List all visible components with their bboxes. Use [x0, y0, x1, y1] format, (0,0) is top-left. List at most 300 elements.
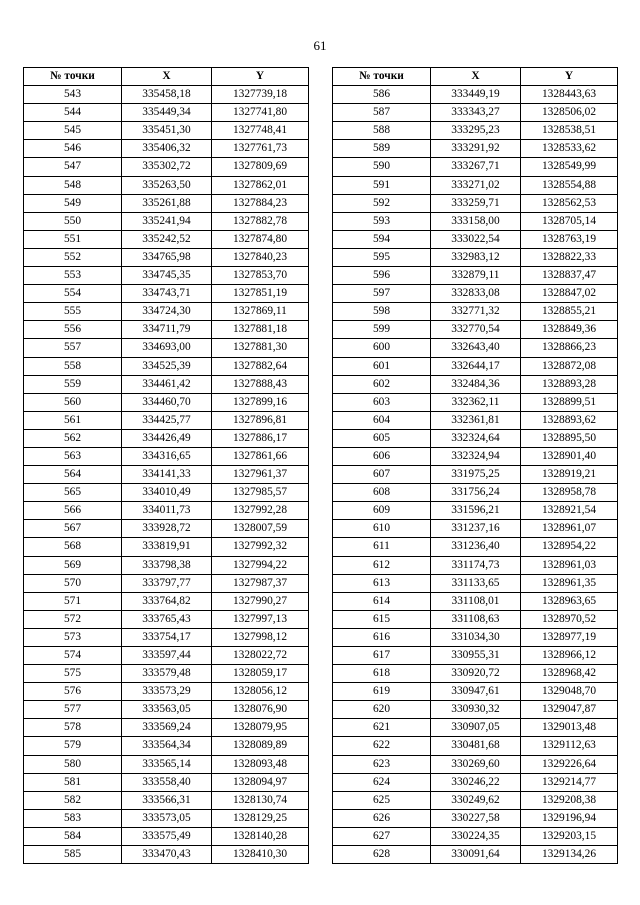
y-coordinate-cell: 1328007,59: [212, 520, 309, 538]
y-coordinate-cell: 1329196,94: [521, 809, 618, 827]
y-coordinate-cell: 1328847,02: [521, 285, 618, 303]
y-coordinate-cell: 1328549,99: [521, 158, 618, 176]
point-number-cell: 598: [333, 303, 431, 321]
point-number-cell: 545: [24, 122, 122, 140]
y-coordinate-cell: 1328958,78: [521, 484, 618, 502]
point-number-cell: 548: [24, 176, 122, 194]
x-coordinate-cell: 333764,82: [122, 592, 212, 610]
table-row: [333, 248, 618, 266]
table-row: [24, 719, 309, 737]
point-number-cell: 547: [24, 158, 122, 176]
point-number-cell: 555: [24, 303, 122, 321]
x-coordinate-cell: 335241,94: [122, 212, 212, 230]
point-number-cell: 605: [333, 429, 431, 447]
point-number-cell: 587: [333, 104, 431, 122]
point-number-cell: 620: [333, 701, 431, 719]
x-coordinate-cell: 334010,49: [122, 484, 212, 502]
y-coordinate-cell: 1327761,73: [212, 140, 309, 158]
point-number-cell: 595: [333, 248, 431, 266]
point-number-cell: 557: [24, 339, 122, 357]
table-row: [24, 375, 309, 393]
point-number-cell: 591: [333, 176, 431, 194]
point-number-cell: 581: [24, 773, 122, 791]
y-coordinate-cell: 1328538,51: [521, 122, 618, 140]
table-row: [24, 592, 309, 610]
x-coordinate-cell: 335451,30: [122, 122, 212, 140]
table-row: [24, 846, 309, 864]
x-coordinate-cell: 333928,72: [122, 520, 212, 538]
x-coordinate-cell: 333271,02: [431, 176, 521, 194]
table-row: [24, 339, 309, 357]
y-coordinate-cell: 1327899,16: [212, 393, 309, 411]
table-row: [24, 574, 309, 592]
point-number-cell: 621: [333, 719, 431, 737]
y-coordinate-cell: 1327998,12: [212, 628, 309, 646]
y-coordinate-cell: 1328921,54: [521, 502, 618, 520]
x-coordinate-cell: 331237,16: [431, 520, 521, 538]
y-coordinate-cell: 1327985,57: [212, 484, 309, 502]
y-coordinate-cell: 1327881,30: [212, 339, 309, 357]
point-number-cell: 588: [333, 122, 431, 140]
x-coordinate-cell: 330269,60: [431, 755, 521, 773]
x-coordinate-cell: 334693,00: [122, 339, 212, 357]
x-coordinate-cell: 330920,72: [431, 665, 521, 683]
point-number-cell: 568: [24, 538, 122, 556]
point-number-cell: 571: [24, 592, 122, 610]
y-coordinate-cell: 1328129,25: [212, 809, 309, 827]
point-number-cell: 594: [333, 230, 431, 248]
x-coordinate-cell: 334461,42: [122, 375, 212, 393]
y-coordinate-cell: 1328093,48: [212, 755, 309, 773]
y-coordinate-cell: 1327861,66: [212, 447, 309, 465]
table-row: [333, 375, 618, 393]
y-coordinate-cell: 1329214,77: [521, 773, 618, 791]
x-coordinate-cell: 334765,98: [122, 248, 212, 266]
table-row: [333, 176, 618, 194]
table-row: [24, 140, 309, 158]
x-coordinate-cell: 332484,36: [431, 375, 521, 393]
table-row: [24, 737, 309, 755]
table-row: [24, 176, 309, 194]
y-coordinate-cell: 1327851,19: [212, 285, 309, 303]
x-coordinate-cell: 334316,65: [122, 447, 212, 465]
y-coordinate-cell: 1327882,64: [212, 357, 309, 375]
x-coordinate-cell: 332362,11: [431, 393, 521, 411]
table-row: [333, 339, 618, 357]
y-coordinate-cell: 1327853,70: [212, 267, 309, 285]
x-coordinate-cell: 333575,49: [122, 827, 212, 845]
y-coordinate-cell: 1328076,90: [212, 701, 309, 719]
x-coordinate-cell: 333797,77: [122, 574, 212, 592]
table-row: [333, 719, 618, 737]
table-row: [24, 647, 309, 665]
x-coordinate-cell: 334711,79: [122, 321, 212, 339]
y-coordinate-cell: 1328089,89: [212, 737, 309, 755]
table-row: [24, 122, 309, 140]
point-number-cell: 617: [333, 647, 431, 665]
y-coordinate-cell: 1329226,64: [521, 755, 618, 773]
y-coordinate-cell: 1328919,21: [521, 466, 618, 484]
y-coordinate-cell: 1328961,07: [521, 520, 618, 538]
table-row: [333, 466, 618, 484]
x-coordinate-cell: 332324,64: [431, 429, 521, 447]
point-number-cell: 582: [24, 791, 122, 809]
y-coordinate-cell: 1327992,32: [212, 538, 309, 556]
point-number-cell: 549: [24, 194, 122, 212]
point-number-cell: 613: [333, 574, 431, 592]
y-coordinate-cell: 1328822,33: [521, 248, 618, 266]
table-row: [333, 809, 618, 827]
y-coordinate-cell: 1327741,80: [212, 104, 309, 122]
point-number-cell: 604: [333, 411, 431, 429]
table-row: [24, 683, 309, 701]
point-number-cell: 561: [24, 411, 122, 429]
x-coordinate-cell: 334743,71: [122, 285, 212, 303]
table-row: [24, 411, 309, 429]
x-coordinate-cell: 330227,58: [431, 809, 521, 827]
table-row: [333, 755, 618, 773]
y-coordinate-cell: 1328056,12: [212, 683, 309, 701]
y-coordinate-cell: 1327990,27: [212, 592, 309, 610]
table-row: [333, 393, 618, 411]
table-row: [333, 230, 618, 248]
point-number-cell: 543: [24, 86, 122, 104]
y-coordinate-cell: 1329048,70: [521, 683, 618, 701]
x-coordinate-cell: 331174,73: [431, 556, 521, 574]
x-coordinate-cell: 334011,73: [122, 502, 212, 520]
y-coordinate-cell: 1328130,74: [212, 791, 309, 809]
table-row: [333, 502, 618, 520]
x-coordinate-cell: 331108,63: [431, 610, 521, 628]
table-row: [24, 610, 309, 628]
table-row: [333, 357, 618, 375]
point-number-header: № точки: [24, 68, 122, 86]
point-number-cell: 627: [333, 827, 431, 845]
y-header: Y: [212, 68, 309, 86]
x-coordinate-cell: 331596,21: [431, 502, 521, 520]
table-row: [24, 321, 309, 339]
x-coordinate-cell: 335458,18: [122, 86, 212, 104]
point-number-cell: 580: [24, 755, 122, 773]
point-number-cell: 616: [333, 628, 431, 646]
table-row: [24, 628, 309, 646]
table-row: [333, 429, 618, 447]
table-row: [333, 212, 618, 230]
point-number-cell: 553: [24, 267, 122, 285]
table-row: [24, 466, 309, 484]
y-coordinate-cell: 1327997,13: [212, 610, 309, 628]
y-coordinate-cell: 1328977,19: [521, 628, 618, 646]
x-coordinate-cell: 333569,24: [122, 719, 212, 737]
y-coordinate-cell: 1327874,80: [212, 230, 309, 248]
y-coordinate-cell: 1328966,12: [521, 647, 618, 665]
point-number-cell: 601: [333, 357, 431, 375]
x-coordinate-cell: 332324,94: [431, 447, 521, 465]
y-coordinate-cell: 1328899,51: [521, 393, 618, 411]
table-row: [24, 267, 309, 285]
x-coordinate-cell: 335302,72: [122, 158, 212, 176]
point-number-cell: 559: [24, 375, 122, 393]
table-row: [333, 773, 618, 791]
table-header-row: [24, 68, 309, 86]
x-coordinate-cell: 332361,81: [431, 411, 521, 429]
y-coordinate-cell: 1328961,35: [521, 574, 618, 592]
y-coordinate-cell: 1329203,15: [521, 827, 618, 845]
point-number-cell: 583: [24, 809, 122, 827]
point-number-cell: 574: [24, 647, 122, 665]
point-number-cell: 622: [333, 737, 431, 755]
point-number-cell: 606: [333, 447, 431, 465]
point-number-cell: 569: [24, 556, 122, 574]
y-coordinate-cell: 1328866,23: [521, 339, 618, 357]
x-coordinate-cell: 331236,40: [431, 538, 521, 556]
point-number-cell: 592: [333, 194, 431, 212]
table-row: [333, 158, 618, 176]
x-header: X: [431, 68, 521, 86]
y-coordinate-cell: 1328140,28: [212, 827, 309, 845]
table-row: [333, 447, 618, 465]
y-coordinate-cell: 1328079,95: [212, 719, 309, 737]
y-coordinate-cell: 1328954,22: [521, 538, 618, 556]
point-number-cell: 623: [333, 755, 431, 773]
x-coordinate-cell: 334745,35: [122, 267, 212, 285]
y-coordinate-cell: 1328022,72: [212, 647, 309, 665]
point-number-cell: 551: [24, 230, 122, 248]
point-number-cell: 619: [333, 683, 431, 701]
y-coordinate-cell: 1328968,42: [521, 665, 618, 683]
y-coordinate-cell: 1327881,18: [212, 321, 309, 339]
x-coordinate-cell: 331108,01: [431, 592, 521, 610]
y-coordinate-cell: 1327739,18: [212, 86, 309, 104]
y-coordinate-cell: 1328506,02: [521, 104, 618, 122]
x-coordinate-cell: 334460,70: [122, 393, 212, 411]
table-row: [24, 303, 309, 321]
point-number-cell: 618: [333, 665, 431, 683]
table-row: [24, 104, 309, 122]
point-number-cell: 611: [333, 538, 431, 556]
point-number-cell: 573: [24, 628, 122, 646]
x-coordinate-cell: 332771,32: [431, 303, 521, 321]
table-row: [24, 393, 309, 411]
x-coordinate-cell: 332983,12: [431, 248, 521, 266]
table-row: [24, 230, 309, 248]
x-coordinate-cell: 334425,77: [122, 411, 212, 429]
table-row: [24, 248, 309, 266]
point-number-cell: 602: [333, 375, 431, 393]
x-coordinate-cell: 330249,62: [431, 791, 521, 809]
y-coordinate-cell: 1328855,21: [521, 303, 618, 321]
point-number-cell: 586: [333, 86, 431, 104]
x-coordinate-cell: 333565,14: [122, 755, 212, 773]
x-coordinate-cell: 330947,61: [431, 683, 521, 701]
table-row: [333, 411, 618, 429]
table-row: [24, 701, 309, 719]
x-coordinate-cell: 333449,19: [431, 86, 521, 104]
y-coordinate-cell: 1328410,30: [212, 846, 309, 864]
x-coordinate-cell: 334525,39: [122, 357, 212, 375]
x-coordinate-cell: 332643,40: [431, 339, 521, 357]
x-coordinate-cell: 333765,43: [122, 610, 212, 628]
table-row: [24, 520, 309, 538]
table-row: [333, 194, 618, 212]
y-coordinate-cell: 1328963,65: [521, 592, 618, 610]
point-number-cell: 566: [24, 502, 122, 520]
y-coordinate-cell: 1327748,41: [212, 122, 309, 140]
x-coordinate-cell: 331034,30: [431, 628, 521, 646]
point-number-cell: 609: [333, 502, 431, 520]
y-coordinate-cell: 1328094,97: [212, 773, 309, 791]
x-coordinate-cell: 333573,29: [122, 683, 212, 701]
point-number-cell: 625: [333, 791, 431, 809]
point-number-cell: 556: [24, 321, 122, 339]
point-number-cell: 596: [333, 267, 431, 285]
table-row: [24, 827, 309, 845]
x-coordinate-cell: 333022,54: [431, 230, 521, 248]
point-number-cell: 563: [24, 447, 122, 465]
y-coordinate-cell: 1328872,08: [521, 357, 618, 375]
table-row: [333, 737, 618, 755]
coordinates-table-right: [332, 67, 618, 864]
point-number-cell: 610: [333, 520, 431, 538]
y-coordinate-cell: 1327882,78: [212, 212, 309, 230]
point-number-cell: 565: [24, 484, 122, 502]
y-coordinate-cell: 1327987,37: [212, 574, 309, 592]
point-number-cell: 578: [24, 719, 122, 737]
point-number-cell: 628: [333, 846, 431, 864]
point-number-cell: 603: [333, 393, 431, 411]
table-row: [333, 647, 618, 665]
x-coordinate-cell: 334141,33: [122, 466, 212, 484]
table-row: [333, 538, 618, 556]
x-coordinate-cell: 332770,54: [431, 321, 521, 339]
x-coordinate-cell: 334724,30: [122, 303, 212, 321]
x-coordinate-cell: 333819,91: [122, 538, 212, 556]
x-coordinate-cell: 330224,35: [431, 827, 521, 845]
table-row: [24, 538, 309, 556]
y-coordinate-cell: 1329134,26: [521, 846, 618, 864]
x-coordinate-cell: 335406,32: [122, 140, 212, 158]
x-coordinate-cell: 330481,68: [431, 737, 521, 755]
point-number-cell: 590: [333, 158, 431, 176]
table-row: [24, 447, 309, 465]
point-number-cell: 597: [333, 285, 431, 303]
point-number-cell: 607: [333, 466, 431, 484]
table-row: [24, 502, 309, 520]
point-number-cell: 585: [24, 846, 122, 864]
table-row: [24, 194, 309, 212]
x-coordinate-cell: 335242,52: [122, 230, 212, 248]
x-coordinate-cell: 330930,32: [431, 701, 521, 719]
table-row: [24, 773, 309, 791]
x-coordinate-cell: 333798,38: [122, 556, 212, 574]
x-coordinate-cell: 331975,25: [431, 466, 521, 484]
y-header: Y: [521, 68, 618, 86]
point-number-cell: 626: [333, 809, 431, 827]
y-coordinate-cell: 1327809,69: [212, 158, 309, 176]
point-number-cell: 554: [24, 285, 122, 303]
point-number-cell: 614: [333, 592, 431, 610]
x-coordinate-cell: 332879,11: [431, 267, 521, 285]
point-number-cell: 564: [24, 466, 122, 484]
x-coordinate-cell: 335261,88: [122, 194, 212, 212]
point-number-cell: 615: [333, 610, 431, 628]
point-number-header: № точки: [333, 68, 431, 86]
table-row: [24, 158, 309, 176]
point-number-cell: 579: [24, 737, 122, 755]
table-row: [333, 791, 618, 809]
table-header-row: [333, 68, 618, 86]
table-row: [333, 683, 618, 701]
point-number-cell: 608: [333, 484, 431, 502]
table-row: [333, 267, 618, 285]
x-coordinate-cell: 335449,34: [122, 104, 212, 122]
point-number-cell: 584: [24, 827, 122, 845]
point-number-cell: 552: [24, 248, 122, 266]
point-number-cell: 612: [333, 556, 431, 574]
y-coordinate-cell: 1328837,47: [521, 267, 618, 285]
y-coordinate-cell: 1327994,22: [212, 556, 309, 574]
x-coordinate-cell: 333158,00: [431, 212, 521, 230]
table-row: [333, 104, 618, 122]
x-coordinate-cell: 333291,92: [431, 140, 521, 158]
y-coordinate-cell: 1328893,28: [521, 375, 618, 393]
table-row: [333, 484, 618, 502]
x-coordinate-cell: 333566,31: [122, 791, 212, 809]
table-row: [24, 429, 309, 447]
y-coordinate-cell: 1328895,50: [521, 429, 618, 447]
y-coordinate-cell: 1327862,01: [212, 176, 309, 194]
point-number-cell: 600: [333, 339, 431, 357]
y-coordinate-cell: 1329208,38: [521, 791, 618, 809]
y-coordinate-cell: 1328849,36: [521, 321, 618, 339]
x-header: X: [122, 68, 212, 86]
y-coordinate-cell: 1327896,81: [212, 411, 309, 429]
point-number-cell: 572: [24, 610, 122, 628]
table-row: [24, 556, 309, 574]
x-coordinate-cell: 335263,50: [122, 176, 212, 194]
table-row: [333, 122, 618, 140]
table-row: [24, 285, 309, 303]
table-row: [333, 701, 618, 719]
x-coordinate-cell: 330091,64: [431, 846, 521, 864]
x-coordinate-cell: 333579,48: [122, 665, 212, 683]
x-coordinate-cell: 333597,44: [122, 647, 212, 665]
table-row: [24, 665, 309, 683]
y-coordinate-cell: 1329112,63: [521, 737, 618, 755]
table-row: [24, 809, 309, 827]
coordinates-table-left: [23, 67, 309, 864]
point-number-cell: 558: [24, 357, 122, 375]
table-row: [333, 827, 618, 845]
x-coordinate-cell: 333564,34: [122, 737, 212, 755]
table-row: [333, 321, 618, 339]
y-coordinate-cell: 1329013,48: [521, 719, 618, 737]
point-number-cell: 544: [24, 104, 122, 122]
table-row: [333, 610, 618, 628]
x-coordinate-cell: 333573,05: [122, 809, 212, 827]
table-row: [333, 86, 618, 104]
x-coordinate-cell: 333295,23: [431, 122, 521, 140]
table-row: [333, 628, 618, 646]
y-coordinate-cell: 1328961,03: [521, 556, 618, 574]
y-coordinate-cell: 1328554,88: [521, 176, 618, 194]
table-row: [24, 755, 309, 773]
x-coordinate-cell: 330246,22: [431, 773, 521, 791]
table-row: [333, 665, 618, 683]
y-coordinate-cell: 1327869,11: [212, 303, 309, 321]
point-number-cell: 550: [24, 212, 122, 230]
point-number-cell: 577: [24, 701, 122, 719]
